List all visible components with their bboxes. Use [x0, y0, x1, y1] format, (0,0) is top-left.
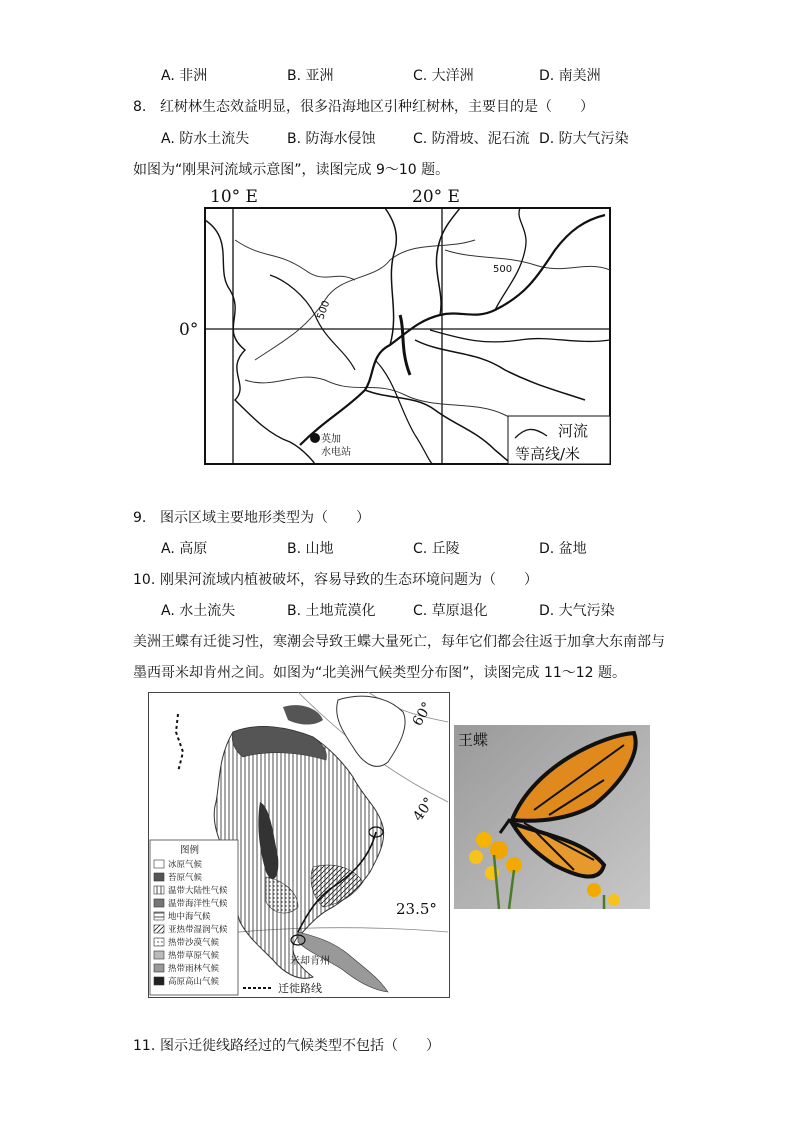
q7-option-d: D. 南美洲 — [539, 68, 601, 84]
q10-option-a: A. 水土流失 — [161, 603, 236, 619]
q8-number: 8. — [133, 99, 147, 115]
swatch-tropical-rainforest — [154, 964, 164, 972]
swatch-temperate-continental — [154, 886, 164, 894]
q11-stem: 图示迁徙线路经过的气候类型不包括（ ） — [160, 1038, 440, 1054]
legend-item-1: 苔原气候 — [168, 873, 203, 883]
q9-option-a: A. 高原 — [161, 541, 208, 557]
legend-item-3: 温带海洋性气候 — [168, 899, 228, 909]
congo-river-basin-map — [175, 180, 620, 472]
legend-item-2: 温带大陆性气候 — [168, 886, 228, 896]
contour-label-500-b: 500 — [315, 299, 333, 322]
q9-question — [133, 508, 370, 528]
legend-contour-label: 等高线/米 — [515, 445, 581, 463]
legend-item-4: 地中海气候 — [168, 912, 211, 922]
q8-option-c: C. 防滑坡、泥石流 — [413, 131, 530, 147]
q9-option-d: D. 盆地 — [539, 541, 587, 557]
legend-item-7: 热带草原气候 — [168, 951, 220, 961]
q8-question — [133, 97, 594, 117]
q8-option-d: D. 防大气污染 — [539, 131, 629, 147]
station-label-2: 水电站 — [321, 447, 351, 458]
swatch-tropical-desert — [154, 938, 164, 946]
q10-number: 10. — [133, 572, 156, 588]
q10-option-b: B. 土地荒漠化 — [287, 603, 376, 619]
q11-number: 11. — [133, 1038, 156, 1054]
swatch-temperate-maritime — [154, 899, 164, 907]
lon-label-10e: 10° E — [210, 187, 258, 207]
state-label: 米却肯州 — [290, 956, 330, 967]
q8-stem: 红树林生态效益明显，很多沿海地区引种红树林，主要目的是（ ） — [160, 99, 594, 115]
station-label-1: 英加 — [321, 434, 341, 445]
q10-option-c: C. 草原退化 — [413, 603, 488, 619]
lat-label-0: 0° — [179, 320, 199, 340]
legend-river-label: 河流 — [558, 422, 589, 440]
swatch-tropical-savanna — [154, 951, 164, 959]
swatch-tundra — [154, 873, 164, 881]
q8-option-b: B. 防海水侵蚀 — [287, 131, 376, 147]
q9-stem: 图示区域主要地形类型为（ ） — [160, 510, 370, 526]
q9-number: 9. — [133, 510, 147, 526]
intro-butterfly-line1: 美洲王蝶有迁徙习性，寒潮会导致王蝶大量死亡，每年它们都会往返于加拿大东南部与 — [133, 634, 665, 650]
legend-item-6: 热带沙漠气候 — [168, 938, 220, 948]
q7-option-c: C. 大洋洲 — [413, 68, 474, 84]
swatch-subtropical-humid — [154, 925, 164, 933]
legend-item-9: 高原高山气候 — [168, 977, 220, 987]
swatch-mediterranean — [154, 912, 164, 920]
q10-question — [133, 570, 538, 590]
photo-label: 王蝶 — [458, 731, 489, 749]
intro-butterfly-line2: 墨西哥米却肯州之间。如图为“北美洲气候类型分布图”，读图完成 11～12 题。 — [133, 665, 627, 681]
q7-option-b: B. 亚洲 — [287, 68, 334, 84]
lat-label-60: 60° — [409, 699, 436, 729]
na-legend-title: 图例 — [180, 845, 200, 856]
q10-option-d: D. 大气污染 — [539, 603, 615, 619]
hydropower-station-icon — [310, 433, 320, 443]
q9-option-b: B. 山地 — [287, 541, 334, 557]
swatch-highland — [154, 977, 164, 985]
q11-question — [133, 1036, 440, 1056]
monarch-butterfly-photo — [454, 725, 650, 909]
q9-option-c: C. 丘陵 — [413, 541, 460, 557]
lat-label-40: 40° — [410, 794, 438, 825]
lon-label-20e: 20° E — [412, 187, 460, 207]
swatch-ice-cap — [154, 860, 164, 868]
q10-stem: 刚果河流域内植被破坏，容易导致的生态环境问题为（ ） — [160, 572, 538, 588]
legend-route-label: 迁徙路线 — [278, 982, 322, 995]
q7-option-a: A. 非洲 — [161, 68, 208, 84]
q8-option-a: A. 防水土流失 — [161, 131, 250, 147]
lat-label-23-5: 23.5° — [396, 900, 437, 918]
legend-item-8: 热带雨林气候 — [168, 964, 220, 974]
intro-congo: 如图为“刚果河流域示意图”，读图完成 9～10 题。 — [133, 162, 450, 178]
north-america-climate-map — [148, 692, 450, 998]
legend-item-5: 亚热带湿润气候 — [168, 925, 228, 935]
contour-label-500-a: 500 — [493, 264, 513, 275]
legend-item-0: 冰原气候 — [168, 860, 203, 870]
